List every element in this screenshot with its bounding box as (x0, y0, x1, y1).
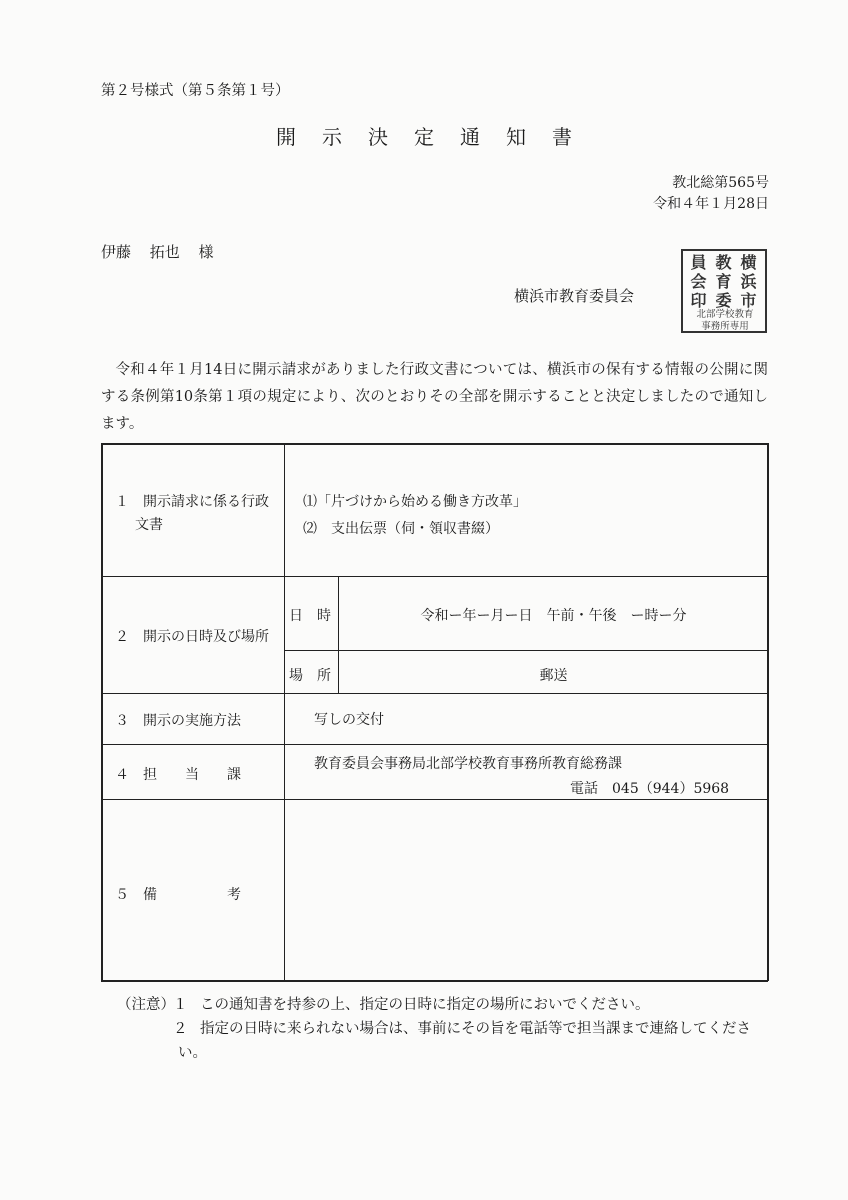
seal-char: 浜 (740, 272, 757, 291)
row4-value: 教育委員会事務局北部学校教育事務所教育総務課 (314, 756, 622, 772)
row2-sub-row-divider (284, 650, 768, 651)
row3-value: 写しの交付 (314, 712, 384, 728)
form-number: 第２号様式（第５条第１号） (101, 83, 290, 99)
table-border-top (101, 443, 768, 445)
document-title: 開示決定通知書 (276, 125, 598, 149)
seal-char: 会 (690, 272, 707, 291)
note-1-number: １ (173, 997, 188, 1013)
seal-subtext-1: 北部学校教育 (696, 309, 754, 320)
table-column-divider (284, 443, 285, 981)
official-seal-stamp (681, 249, 767, 333)
disclosure-details-table (101, 443, 768, 981)
note-2-text-line2: い。 (178, 1045, 207, 1061)
seal-char: 育 (715, 272, 732, 291)
table-border-bottom (101, 980, 768, 982)
notes-prefix: （注意） (117, 997, 175, 1013)
seal-subtext-2: 事務所専用 (701, 321, 749, 332)
recipient-name: 伊藤 拓也 様 (101, 243, 214, 261)
row1-item-1: ⑴「片づけから始める働き方改革」 (303, 494, 527, 510)
seal-char: 市 (740, 291, 757, 310)
seal-char: 印 (690, 291, 707, 310)
note-1-text: この通知書を持参の上、指定の日時に指定の場所においでください。 (200, 997, 650, 1013)
row-divider-1 (101, 576, 768, 577)
note-2-number: ２ (173, 1021, 188, 1037)
row1-item-2: ⑵ 支出伝票（伺・領収書綴） (303, 521, 499, 537)
seal-characters (686, 253, 762, 310)
row2-date-value: 令和ー年ー月ー日 午前・午後 ー時ー分 (420, 608, 687, 624)
table-border-right (767, 443, 769, 981)
seal-char: 員 (690, 253, 707, 272)
document-number: 教北総第565号 (672, 175, 769, 191)
row3-label: ３ 開示の実施方法 (115, 713, 241, 729)
row-divider-4 (101, 799, 768, 800)
row1-label-line1: １ 開示請求に係る行政 (115, 494, 269, 510)
table-border-left (101, 443, 103, 981)
row2-date-label: 日 時 (289, 608, 331, 624)
row2-place-value: 郵送 (539, 668, 568, 684)
issuer-name: 横浜市教育委員会 (514, 287, 635, 305)
document-date: 令和４年１月28日 (653, 196, 769, 212)
row-divider-3 (101, 744, 768, 745)
notice-body-paragraph: 令和４年１月14日に開示請求がありました行政文書については、横浜市の保有する情報の公開に関する条例第10条第１項の規定により、次のとおりその全部を開示することと決定しましたので通知します。 (101, 362, 768, 432)
row1-label-line2: 文書 (135, 517, 163, 533)
seal-char: 教 (715, 253, 732, 272)
row2-label: ２ 開示の日時及び場所 (115, 629, 269, 645)
row2-place-label: 場 所 (289, 668, 331, 684)
row4-phone: 電話 045（944）5968 (570, 781, 730, 797)
row5-label: ５ 備 考 (115, 887, 241, 903)
seal-char: 委 (715, 291, 732, 310)
note-2-text-line1: 指定の日時に来られない場合は、事前にその旨を電話等で担当課まで連絡してくださ (200, 1021, 751, 1037)
row-divider-2 (101, 693, 768, 694)
seal-char: 横 (740, 253, 757, 272)
row4-label: ４ 担 当 課 (115, 767, 241, 783)
